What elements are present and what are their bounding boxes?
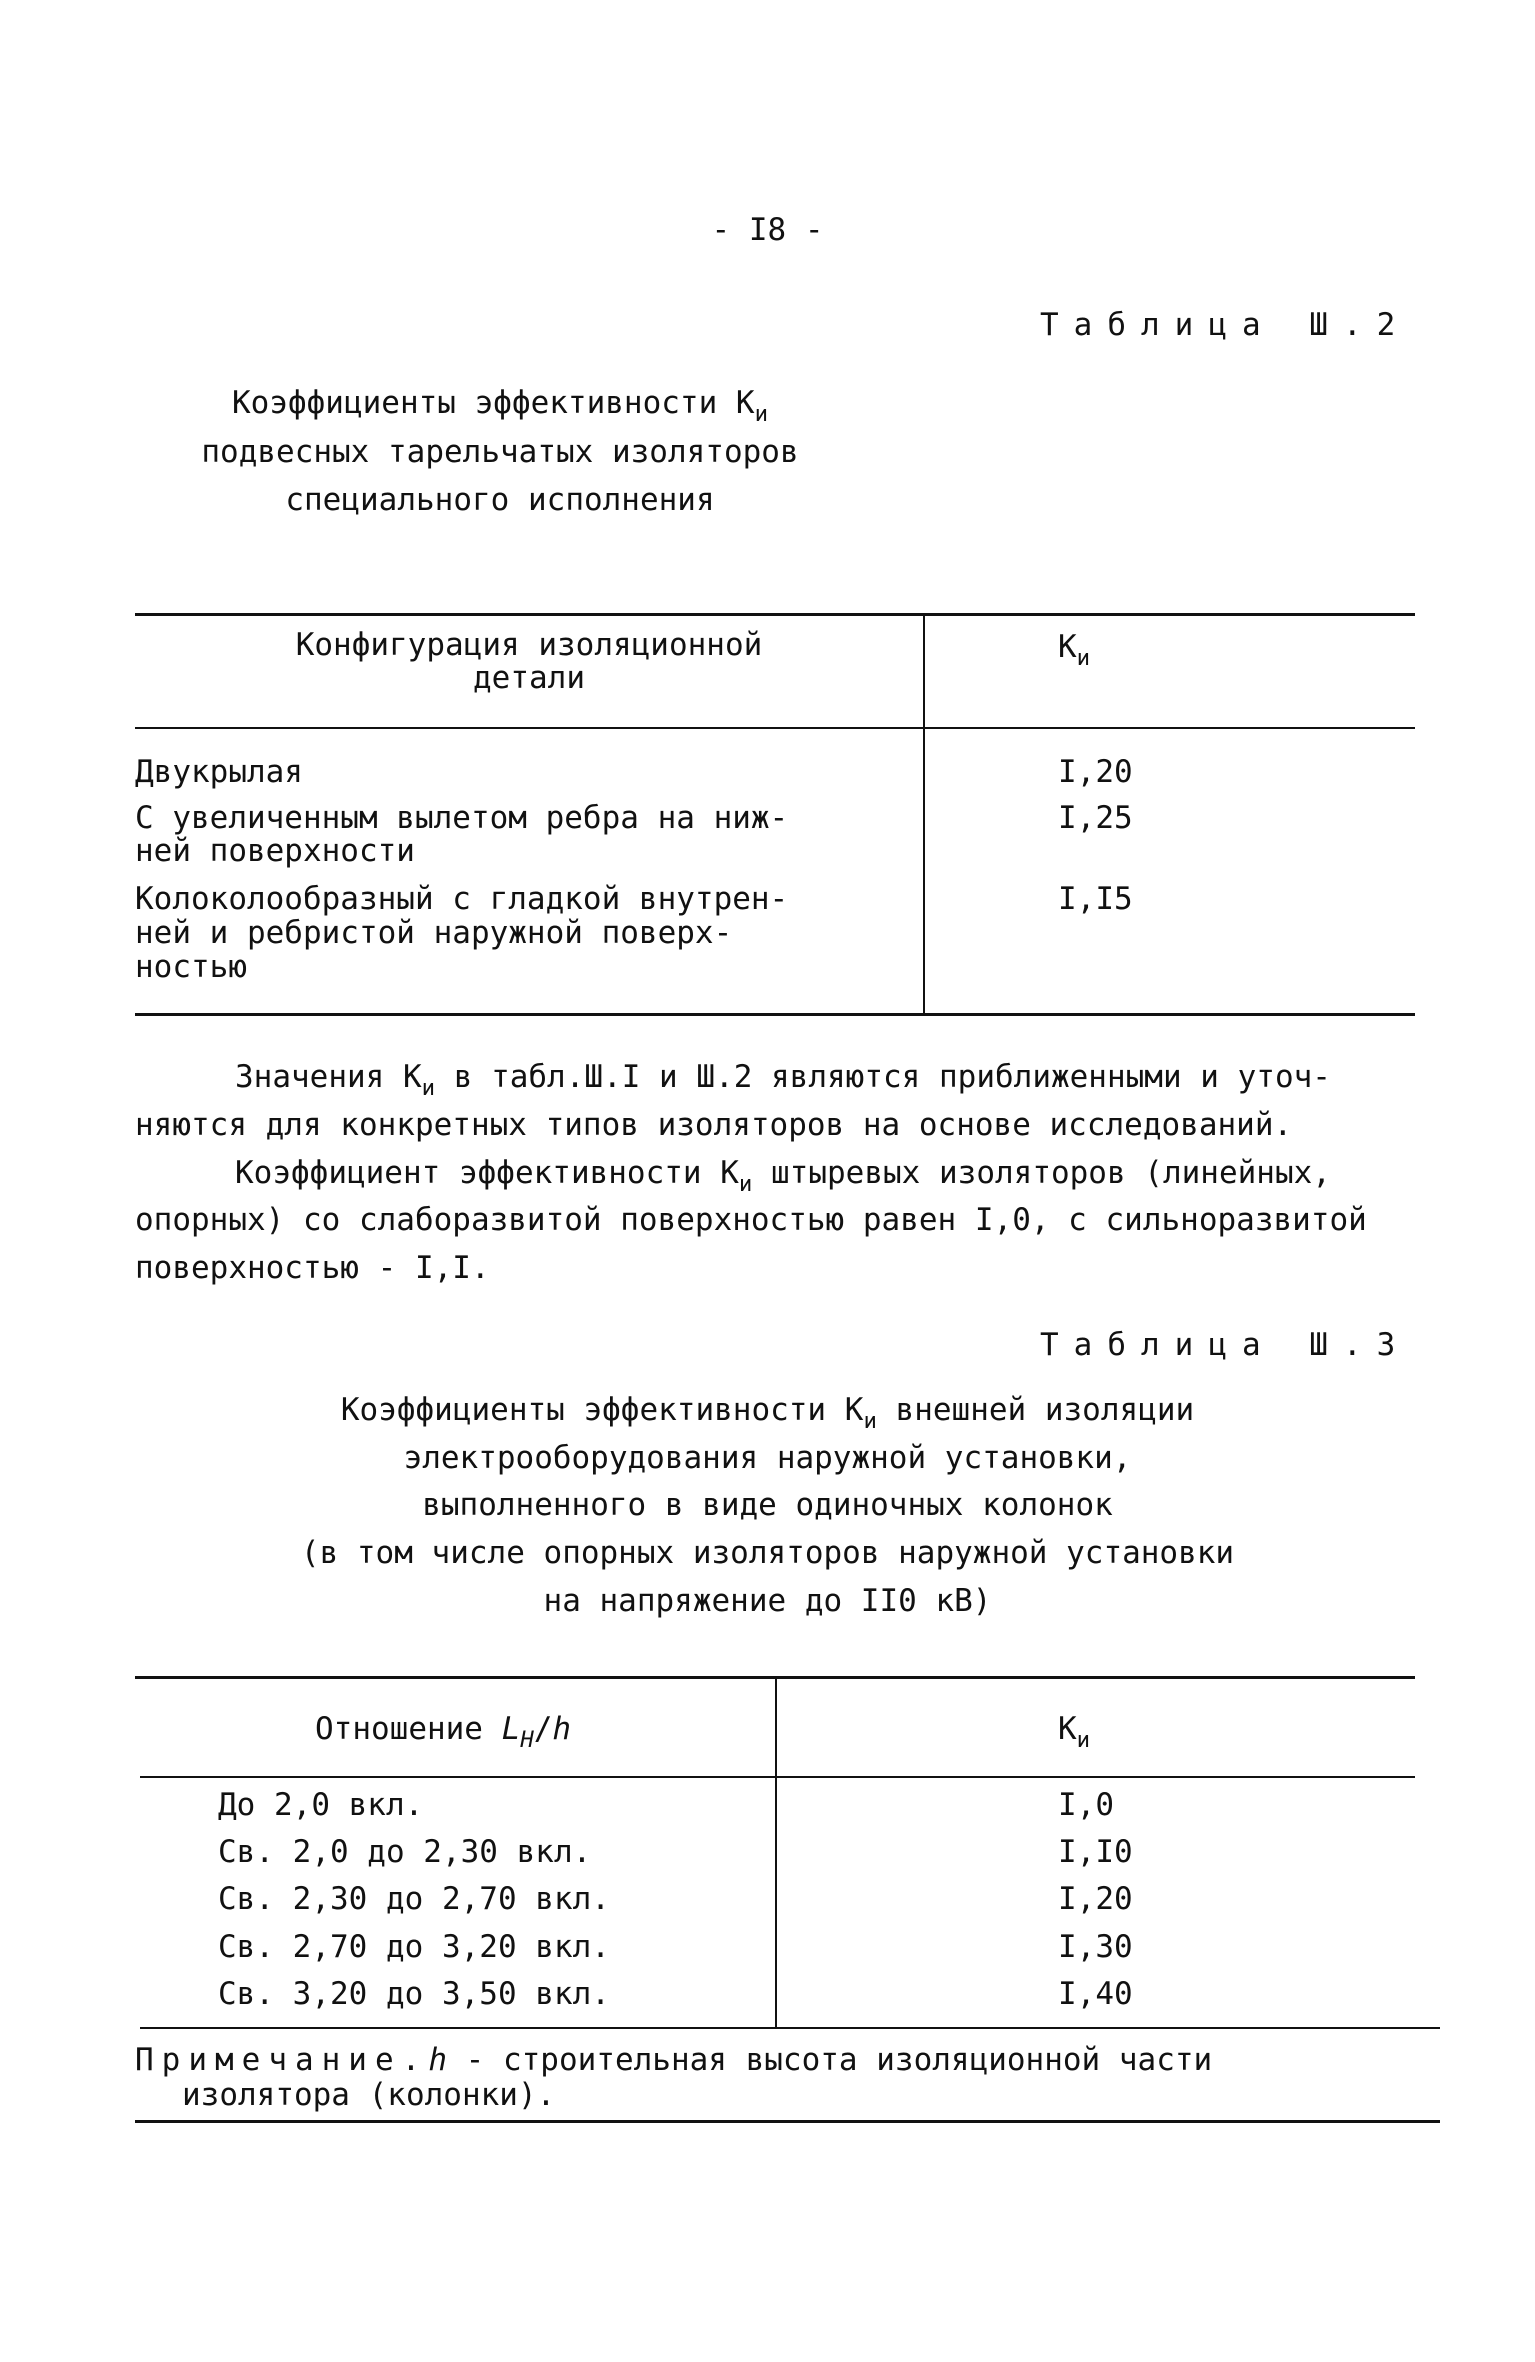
table-3-title-line-4: (в том числе опорных изоляторов наружной установки xyxy=(300,1535,1235,1571)
table-2-top-rule xyxy=(135,613,1415,616)
table-3-note-line-2: изолятора (колонки). xyxy=(182,2077,556,2113)
table-3-row-range: Св. 2,30 до 2,70 вкл. xyxy=(218,1881,610,1917)
table-3-title-line-3: выполненного в виде одиночных колонок xyxy=(422,1487,1113,1523)
paragraph-line-4: опорных) со слаборазвитой поверхностью равен I,0, с сильноразвитой xyxy=(135,1202,1367,1238)
table-3-label: Таблица Ш.3 xyxy=(1040,1327,1411,1363)
table-3-row-value: I,I0 xyxy=(1058,1834,1133,1870)
table-2-label: Таблица Ш.2 xyxy=(1040,307,1411,343)
table-2-title-line-3: специального исполнения xyxy=(285,482,715,518)
table-2-title-line-1: Коэффициенты эффективности $К_и$ xyxy=(231,385,769,428)
paragraph-line-1: Значения $К_и$ в табл.Ш.I и Ш.2 являются приближенными и уточ- xyxy=(235,1059,1331,1102)
table-3-row-value: I,0 xyxy=(1058,1787,1114,1823)
table-3-row-value: I,40 xyxy=(1058,1976,1133,2012)
table-2-row-label: Двукрылая xyxy=(135,754,303,790)
table-3-row-range: Св. 3,20 до 3,50 вкл. xyxy=(218,1976,610,2012)
table-2-row-label: ней и ребристой наружной поверх- xyxy=(135,915,733,951)
table-2-column-divider xyxy=(923,613,925,1013)
table-3-row-range: До 2,0 вкл. xyxy=(218,1787,424,1823)
table-2-row-value: I,25 xyxy=(1058,800,1133,836)
table-3-note-bottom-rule xyxy=(135,2120,1440,2123)
table-2-row-label: Колоколообразный с гладкой внутрен- xyxy=(135,881,789,917)
table-2-row-value: I,20 xyxy=(1058,754,1133,790)
table-2-row-value: I,I5 xyxy=(1058,881,1133,917)
table-3-row-value: I,30 xyxy=(1058,1929,1133,1965)
paragraph-line-5: поверхностью - I,I. xyxy=(135,1250,490,1286)
table-2-row-label: ней поверхности xyxy=(135,833,415,869)
table-3-title-line-2: электрооборудования наружной установки, xyxy=(403,1440,1132,1476)
table-3-title-line-1: Коэффициенты эффективности $К_и$ внешней изоляции xyxy=(340,1392,1195,1435)
table-2-col2-header: $К_и$ xyxy=(1058,629,1091,672)
table-2-header-rule xyxy=(135,727,1415,729)
table-2-title-line-2: подвесных тарельчатых изоляторов xyxy=(201,434,799,470)
paragraph-line-3: Коэффициент эффективности $К_и$ штыревых изоляторов (линейных, xyxy=(235,1155,1331,1198)
table-3-row-value: I,20 xyxy=(1058,1881,1133,1917)
table-3-col1-header: Отношение $L_H/h$ xyxy=(315,1711,572,1754)
table-2-row-label: ностью xyxy=(135,949,247,985)
page-number: - I8 - xyxy=(711,212,824,248)
table-3-body-bottom-rule xyxy=(140,2027,1440,2029)
table-3-col2-header: $К_и$ xyxy=(1058,1711,1091,1754)
table-2-row-label: С увеличенным вылетом ребра на ниж- xyxy=(135,800,789,836)
table-3-row-range: Св. 2,70 до 3,20 вкл. xyxy=(218,1929,610,1965)
table-3-note-line-1: Примечание.h - строительная высота изоляционной части xyxy=(135,2042,1213,2078)
table-3-title-line-5: на напряжение до II0 кВ) xyxy=(543,1583,992,1619)
table-2-bottom-rule xyxy=(135,1013,1415,1016)
table-2-col1-header: Конфигурация изоляционной детали xyxy=(295,627,763,696)
paragraph-line-2: няются для конкретных типов изоляторов на основе исследований. xyxy=(135,1107,1293,1143)
table-3-row-range: Св. 2,0 до 2,30 вкл. xyxy=(218,1834,592,1870)
table-3-column-divider xyxy=(775,1676,777,2027)
table-3-header-rule xyxy=(140,1776,1415,1778)
